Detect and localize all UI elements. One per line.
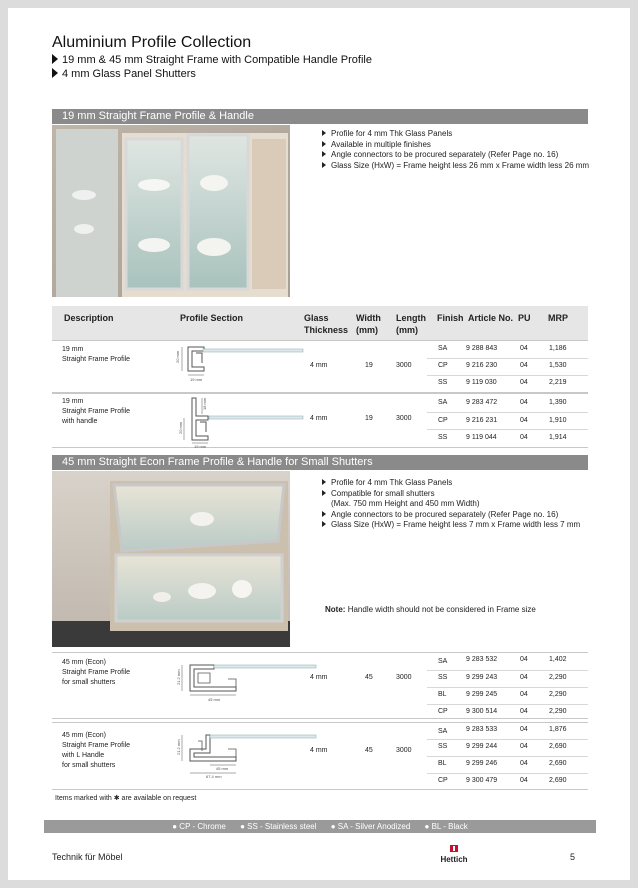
dim-total: 67.4 mm xyxy=(206,774,222,779)
bullet xyxy=(322,520,580,531)
article-no: 9 299 245 xyxy=(466,691,498,698)
article-no: 9 119 044 xyxy=(466,434,497,441)
row-divider xyxy=(427,739,588,740)
cabinet-photo-1 xyxy=(52,125,290,297)
profile-width: 45 xyxy=(365,674,373,681)
cabinet-photo-2 xyxy=(52,471,290,647)
bullet xyxy=(322,489,580,500)
profile-length: 3000 xyxy=(396,362,412,369)
page-number: 5 xyxy=(570,852,576,862)
footer-tagline: Technik für Möbel xyxy=(52,852,123,862)
bullet xyxy=(322,140,589,151)
mrp: 2,290 xyxy=(549,708,567,715)
finish-legend xyxy=(44,820,596,833)
section-2-band: 45 mm Straight Econ Frame Profile & Handle for Small Shutters xyxy=(52,455,588,470)
product-description xyxy=(62,397,130,427)
col-description: Description xyxy=(64,313,114,323)
bullet-continuation: (Max. 750 mm Height and 450 mm Width) xyxy=(331,499,480,508)
arrow-right-icon xyxy=(322,130,326,136)
brand-name: Hettich xyxy=(440,855,468,864)
page-title: Aluminium Profile Collection xyxy=(52,34,252,51)
arrow-right-icon xyxy=(322,151,326,157)
arrow-right-icon xyxy=(322,521,326,527)
arrow-right-icon xyxy=(322,490,326,496)
bullet-text: Angle connectors to be procured separately (Refer Page no. 16) xyxy=(331,150,559,159)
product-description xyxy=(62,658,130,688)
finish: BL xyxy=(438,760,447,767)
finish: SA xyxy=(438,728,448,735)
desc-line: with handle xyxy=(62,418,98,425)
product-group-3 xyxy=(52,652,588,719)
dim-height: 21.2 mm xyxy=(176,669,181,685)
row-divider xyxy=(427,670,588,671)
note-text: Handle width should not be considered in Frame size xyxy=(347,605,536,614)
article-no: 9 283 472 xyxy=(466,399,498,406)
col-glass: Glass xyxy=(304,313,329,323)
mrp: 1,390 xyxy=(549,399,567,406)
desc-line: for small shutters xyxy=(62,762,116,769)
profile-width: 19 xyxy=(365,362,373,369)
arrow-right-icon xyxy=(322,511,326,517)
finish: CP xyxy=(438,777,448,784)
dim-width: 19 mm xyxy=(190,377,203,382)
product-description xyxy=(62,731,130,771)
table-header xyxy=(52,306,588,340)
article-no: 9 300 514 xyxy=(466,708,498,715)
arrow-right-icon xyxy=(52,68,58,78)
profile-length: 3000 xyxy=(396,747,412,754)
finish: SA xyxy=(438,399,448,406)
pu: 04 xyxy=(520,674,528,681)
profile-length: 3000 xyxy=(396,674,412,681)
desc-line: Straight Frame Profile xyxy=(62,356,131,363)
desc-line: for small shutters xyxy=(62,679,116,686)
dim-height: 20 mm xyxy=(175,350,180,363)
article-no: 9 299 243 xyxy=(466,674,498,681)
dim-width: 45 mm xyxy=(208,697,221,702)
mrp: 1,910 xyxy=(549,417,567,424)
article-no: 9 300 479 xyxy=(466,777,498,784)
subtitle-1-text: 19 mm & 45 mm Straight Frame with Compatible Handle Profile xyxy=(62,54,372,66)
product-description xyxy=(62,345,130,365)
pu: 04 xyxy=(520,417,528,424)
pu: 04 xyxy=(520,345,528,352)
bullet-text: Available in multiple finishes xyxy=(331,139,431,149)
article-no: 9 299 246 xyxy=(466,760,498,767)
article-no: 9 283 532 xyxy=(466,656,498,663)
desc-line: 45 mm (Econ) xyxy=(62,659,106,666)
legend-item: ● CP - Chrome xyxy=(172,822,226,831)
desc-line: 19 mm xyxy=(62,346,84,353)
profile-section-drawing xyxy=(170,394,310,453)
row-divider xyxy=(427,687,588,688)
desc-line: 19 mm xyxy=(62,398,84,405)
finish: SA xyxy=(438,345,448,352)
dim-height: 21.2 mm xyxy=(176,739,181,755)
pu: 04 xyxy=(520,362,528,369)
bullet-text: Profile for 4 mm Thk Glass Panels xyxy=(331,478,453,487)
finish: SA xyxy=(438,658,448,665)
finish: CP xyxy=(438,362,448,369)
section-2-bullets xyxy=(322,478,580,531)
mrp: 2,290 xyxy=(549,691,567,698)
arrow-right-icon xyxy=(322,162,326,168)
row-divider xyxy=(427,412,588,413)
mrp: 1,530 xyxy=(549,362,567,369)
frame-size-note xyxy=(325,605,536,614)
mrp: 2,690 xyxy=(549,760,567,767)
subtitle-2 xyxy=(52,68,196,80)
bullet-text: Glass Size (HxW) = Frame height less 26 mm x Frame width less 26 mm xyxy=(331,160,590,170)
bullet-text: Glass Size (HxW) = Frame height less 7 mm x Frame width less 7 mm xyxy=(331,520,581,529)
mrp: 2,290 xyxy=(549,674,567,681)
section-1-bullets xyxy=(322,129,589,171)
article-no: 9 216 231 xyxy=(466,417,498,424)
pu: 04 xyxy=(520,743,528,750)
article-no: 9 299 244 xyxy=(466,743,498,750)
finish: SS xyxy=(438,743,448,750)
legend-item: ● SA - Silver Anodized xyxy=(330,822,411,831)
desc-line: 45 mm (Econ) xyxy=(62,732,106,739)
availability-footnote: Items marked with ✱ are available on request xyxy=(55,795,197,802)
col-width-unit: (mm) xyxy=(356,325,378,335)
product-group-4 xyxy=(52,722,588,790)
dim-width: 19 mm xyxy=(194,444,207,448)
desc-line: Straight Frame Profile xyxy=(62,669,131,676)
arrow-right-icon xyxy=(322,479,326,485)
row-divider xyxy=(427,773,588,774)
finish: SS xyxy=(438,379,448,386)
article-no: 9 283 533 xyxy=(466,726,498,733)
row-divider xyxy=(427,358,588,359)
article-no: 9 119 030 xyxy=(466,379,497,386)
col-finish: Finish xyxy=(437,313,464,323)
glass-thickness: 4 mm xyxy=(310,415,328,422)
glass-thickness: 4 mm xyxy=(310,747,328,754)
profile-width: 19 xyxy=(365,415,373,422)
dim-width: 45 mm xyxy=(216,766,229,771)
pu: 04 xyxy=(520,399,528,406)
mrp: 1,914 xyxy=(549,434,567,441)
finish: SS xyxy=(438,434,448,441)
pu: 04 xyxy=(520,760,528,767)
arrow-right-icon xyxy=(52,54,58,64)
article-no: 9 288 843 xyxy=(466,345,498,352)
dim-handle: 18 mm xyxy=(202,397,207,410)
mrp: 1,186 xyxy=(549,345,567,352)
bullet xyxy=(322,150,589,161)
bullet xyxy=(322,161,589,172)
row-divider xyxy=(427,704,588,705)
hettich-logo xyxy=(437,845,471,865)
pu: 04 xyxy=(520,379,528,386)
note-label: Note: xyxy=(325,605,346,614)
profile-section-drawing xyxy=(170,727,320,786)
mrp: 1,876 xyxy=(549,726,567,733)
col-thickness: Thickness xyxy=(304,325,349,335)
col-profile-section: Profile Section xyxy=(180,313,244,323)
finish: CP xyxy=(438,417,448,424)
subtitle-2-text: 4 mm Glass Panel Shutters xyxy=(62,68,196,80)
desc-line: Straight Frame Profile xyxy=(62,408,131,415)
finish: SS xyxy=(438,674,448,681)
finish: CP xyxy=(438,708,448,715)
mrp: 2,690 xyxy=(549,743,567,750)
mrp: 2,690 xyxy=(549,777,567,784)
profile-width: 45 xyxy=(365,747,373,754)
pu: 04 xyxy=(520,691,528,698)
pu: 04 xyxy=(520,726,528,733)
row-divider xyxy=(427,756,588,757)
profile-section-drawing xyxy=(170,657,320,712)
glass-thickness: 4 mm xyxy=(310,674,328,681)
arrow-right-icon xyxy=(322,141,326,147)
section-1-band: 19 mm Straight Frame Profile & Handle xyxy=(52,109,588,124)
bullet-text: Compatible for small shutters xyxy=(331,488,435,498)
bullet xyxy=(322,510,580,521)
bullet xyxy=(322,478,580,489)
mrp: 2,219 xyxy=(549,379,567,386)
pu: 04 xyxy=(520,708,528,715)
col-length-unit: (mm) xyxy=(396,325,418,335)
bullet xyxy=(322,129,589,140)
pu: 04 xyxy=(520,656,528,663)
pu: 04 xyxy=(520,777,528,784)
legend-item: ● SS - Stainless steel xyxy=(240,822,317,831)
col-width: Width xyxy=(356,313,381,323)
row-divider xyxy=(427,375,588,376)
col-mrp: MRP xyxy=(548,313,568,323)
pu: 04 xyxy=(520,434,528,441)
product-group-1 xyxy=(52,340,588,393)
subtitle-1 xyxy=(52,54,372,66)
desc-line: Straight Frame Profile xyxy=(62,742,131,749)
col-article: Article No. xyxy=(468,313,514,323)
profile-length: 3000 xyxy=(396,415,412,422)
finish: BL xyxy=(438,691,447,698)
article-no: 9 216 230 xyxy=(466,362,498,369)
col-pu: PU xyxy=(518,313,531,323)
legend-item: ● BL - Black xyxy=(424,822,468,831)
dim-height: 20 mm xyxy=(178,421,183,434)
desc-line: with L Handle xyxy=(62,752,105,759)
glass-thickness: 4 mm xyxy=(310,362,328,369)
mrp: 1,402 xyxy=(549,656,567,663)
bullet-text: Angle connectors to be procured separately (Refer Page no. 16) xyxy=(331,509,559,519)
col-length: Length xyxy=(396,313,426,323)
product-group-2 xyxy=(52,393,588,448)
row-divider xyxy=(427,429,588,430)
profile-section-drawing xyxy=(170,341,310,390)
bullet-text: Profile for 4 mm Thk Glass Panels xyxy=(331,129,453,138)
